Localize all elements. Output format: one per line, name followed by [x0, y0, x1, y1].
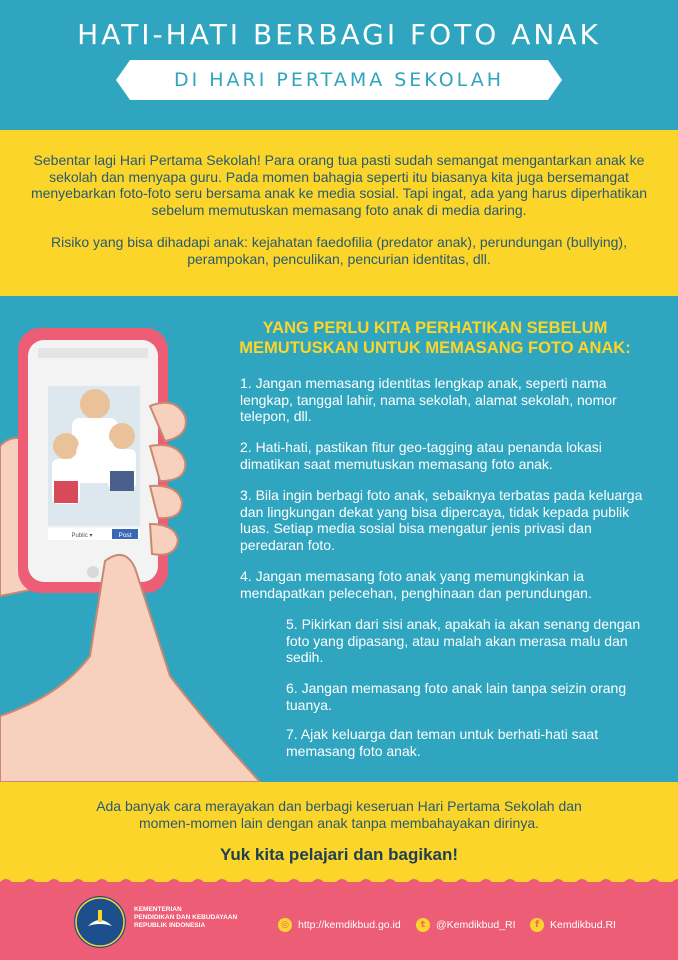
tips-heading	[215, 318, 655, 358]
post-button-label: Post	[118, 532, 132, 539]
child-head-icon	[53, 433, 79, 459]
outro-section	[0, 782, 678, 882]
twitter-link[interactable]	[416, 918, 516, 932]
outro-message: Ada banyak cara merayakan dan berbagi keseruan Hari Pertama Sekolah dan momen-momen lain dengan anak tanpa membahayakan dirinya.	[96, 798, 582, 831]
tip-item: 7. Ajak keluarga dan teman untuk berhati-hati saat memasang foto anak.	[286, 726, 599, 759]
ministry-line: REPUBLIK INDONESIA	[134, 922, 206, 929]
website-label: http://kemdikbud.go.id	[298, 919, 401, 931]
tips-heading-line1: YANG PERLU KITA PERHATIKAN SEBELUM	[262, 319, 608, 337]
header-banner	[0, 0, 678, 130]
tips-heading-line2: MEMUTUSKAN UNTUK MEMASANG FOTO ANAK:	[239, 339, 631, 357]
page-title: HATI-HATI BERBAGI FOTO ANAK	[77, 18, 601, 51]
facebook-icon: f	[530, 918, 544, 932]
home-button	[87, 566, 99, 578]
call-to-action: Yuk kita pelajari dan bagikan!	[219, 845, 459, 864]
tip-item: 3. Bila ingin berbagi foto anak, sebaiknya terbatas pada keluarga dan lingkungan dekat yang bisa dipercaya, tidak kepada publik luas. Setiap media sosial bisa mengatur jenis privasi dan peredaran foto.	[240, 487, 643, 553]
ministry-line: KEMENTERIAN	[134, 906, 182, 913]
twitter-icon: t	[416, 918, 430, 932]
tip-item: 4. Jangan memasang foto anak yang memungkinkan ia mendapatkan pelecehan, penghinaan dan perundungan.	[240, 568, 592, 601]
page-subtitle: DI HARI PERTAMA SEKOLAH	[174, 69, 504, 91]
intro-paragraph: Sebentar lagi Hari Pertama Sekolah! Para orang tua pasti sudah semangat mengantarkan anak ke sekolah dan menyapa guru. Pada momen bahagia seperti itu biasanya kita juga bersemangat menyebarkan foto-foto seru bersama anak ke media sosial. Tapi ingat, ada yang harus diperhatikan sebelum memutuskan memasang foto anak di media daring.	[30, 152, 648, 218]
ministry-logo-icon	[74, 896, 126, 948]
child-head-icon	[80, 389, 110, 419]
tip-item: 1. Jangan memasang identitas lengkap anak, seperti nama lengkap, tanggal lahir, nama sekolah, alamat sekolah, nomor telepon, dll.	[240, 375, 617, 424]
upload-percent: 50%	[88, 452, 104, 459]
twitter-label: @Kemdikbud_RI	[436, 919, 516, 931]
tip-item: 2. Hati-hati, pastikan fitur geo-tagging atau penanda lokasi dimatikan saat memutuskan memasang foto anak.	[240, 439, 602, 472]
intro-section	[0, 130, 678, 296]
facebook-label: Kemdikbud.RI	[550, 919, 616, 931]
ministry-line: PENDIDIKAN DAN KEBUDAYAAN	[134, 914, 238, 921]
phone-in-hand-illustration	[0, 296, 280, 782]
facebook-link[interactable]	[530, 918, 616, 932]
globe-icon: ◎	[278, 918, 292, 932]
ministry-name	[134, 906, 237, 930]
phone-status-bar	[38, 348, 148, 358]
privacy-selector: Public ▾	[71, 533, 93, 539]
subtitle-ribbon	[130, 60, 548, 100]
website-link[interactable]	[278, 918, 401, 932]
tip-item: 5. Pikirkan dari sisi anak, apakah ia akan senang dengan foto yang dipasang, atau malah akan merasa malu dan sedih.	[286, 616, 641, 665]
tip-item: 6. Jangan memasang foto anak lain tanpa seizin orang tuanya.	[286, 680, 627, 713]
upload-status: uploading	[82, 476, 110, 482]
risk-paragraph: Risiko yang bisa dihadapi anak: kejahatan faedofilia (predator anak), perundungan (bullying), perampokan, penculikan, pencurian identitas, dll.	[51, 234, 627, 267]
outro-text	[0, 798, 678, 832]
